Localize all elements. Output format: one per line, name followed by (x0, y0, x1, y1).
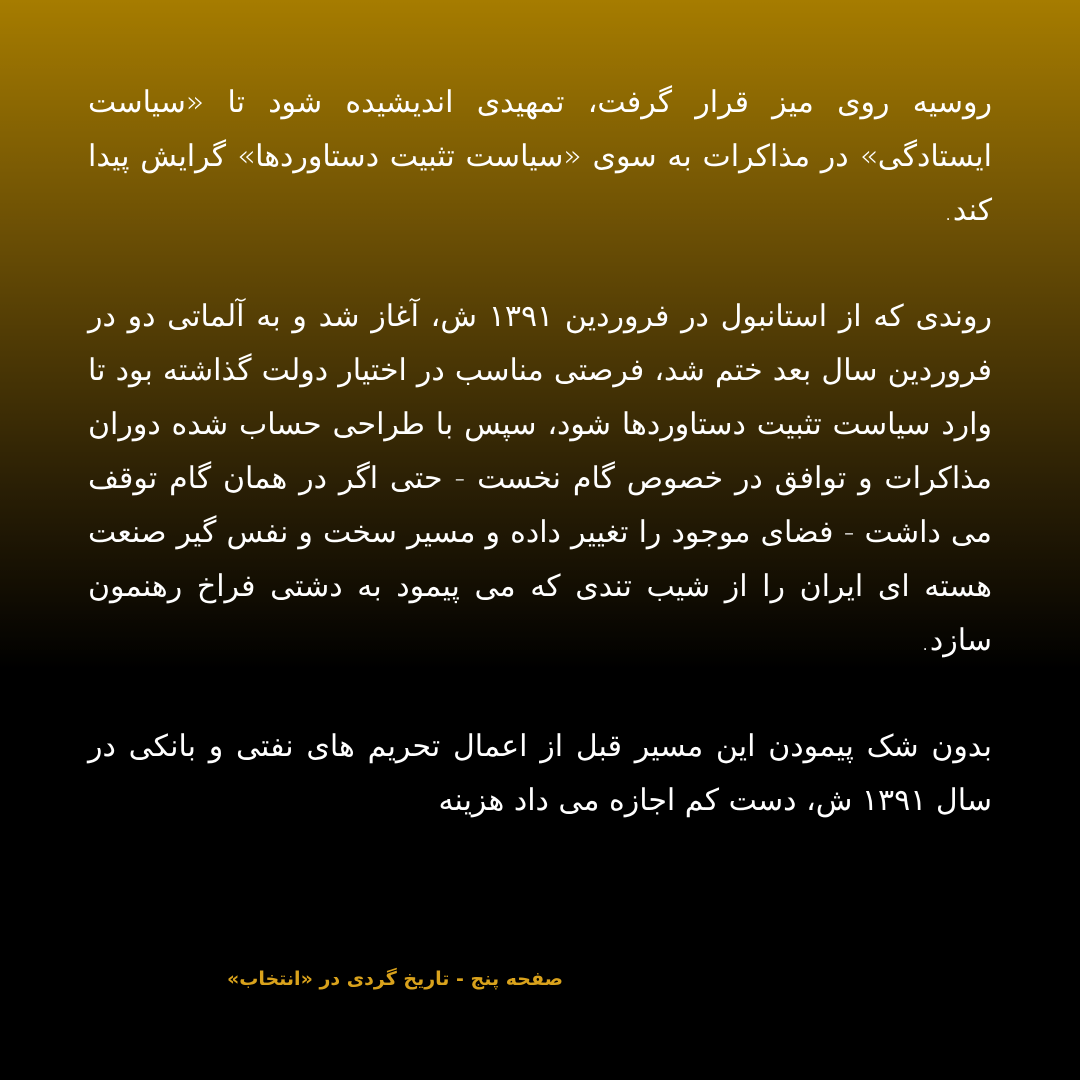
article-body (88, 76, 992, 828)
paragraph-3: بدون شک پیمودن این مسیر قبل از اعمال تحریم های نفتی و بانکی در سال ۱۳۹۱ ش، دست کم اجازه می داد هزینه (88, 729, 992, 818)
page-caption: صفحه پنج - تاریخ گردی در «انتخاب» (226, 968, 564, 990)
paragraph-1: روسیه روی میز قرار گرفت، تمهیدی اندیشیده شود تا «سیاست ایستادگی» در مذاکرات به سوی «سیاست تثبیت دستاوردها» گرایش پیدا کند. (88, 85, 992, 228)
paragraph-2: روندی که از استانبول در فروردین ۱۳۹۱ ش، آغاز شد و به آلماتی دو در فروردین سال بعد ختم شد، فرصتی مناسب در اختیار دولت گذاشته بود تا وارد سیاست تثبیت دستاوردها شود، سپس با طراحی حساب شده دوران مذاکرات و توافق در خصوص گام نخست - حتی اگر در همان گام توقف می داشت - فضای موجود را تغییر داده و مسیر سخت و نفس گیر صنعت هسته ای ایران را از شیب تندی که می پیمود به دشتی فراخ رهنمون سازد. (88, 299, 992, 658)
